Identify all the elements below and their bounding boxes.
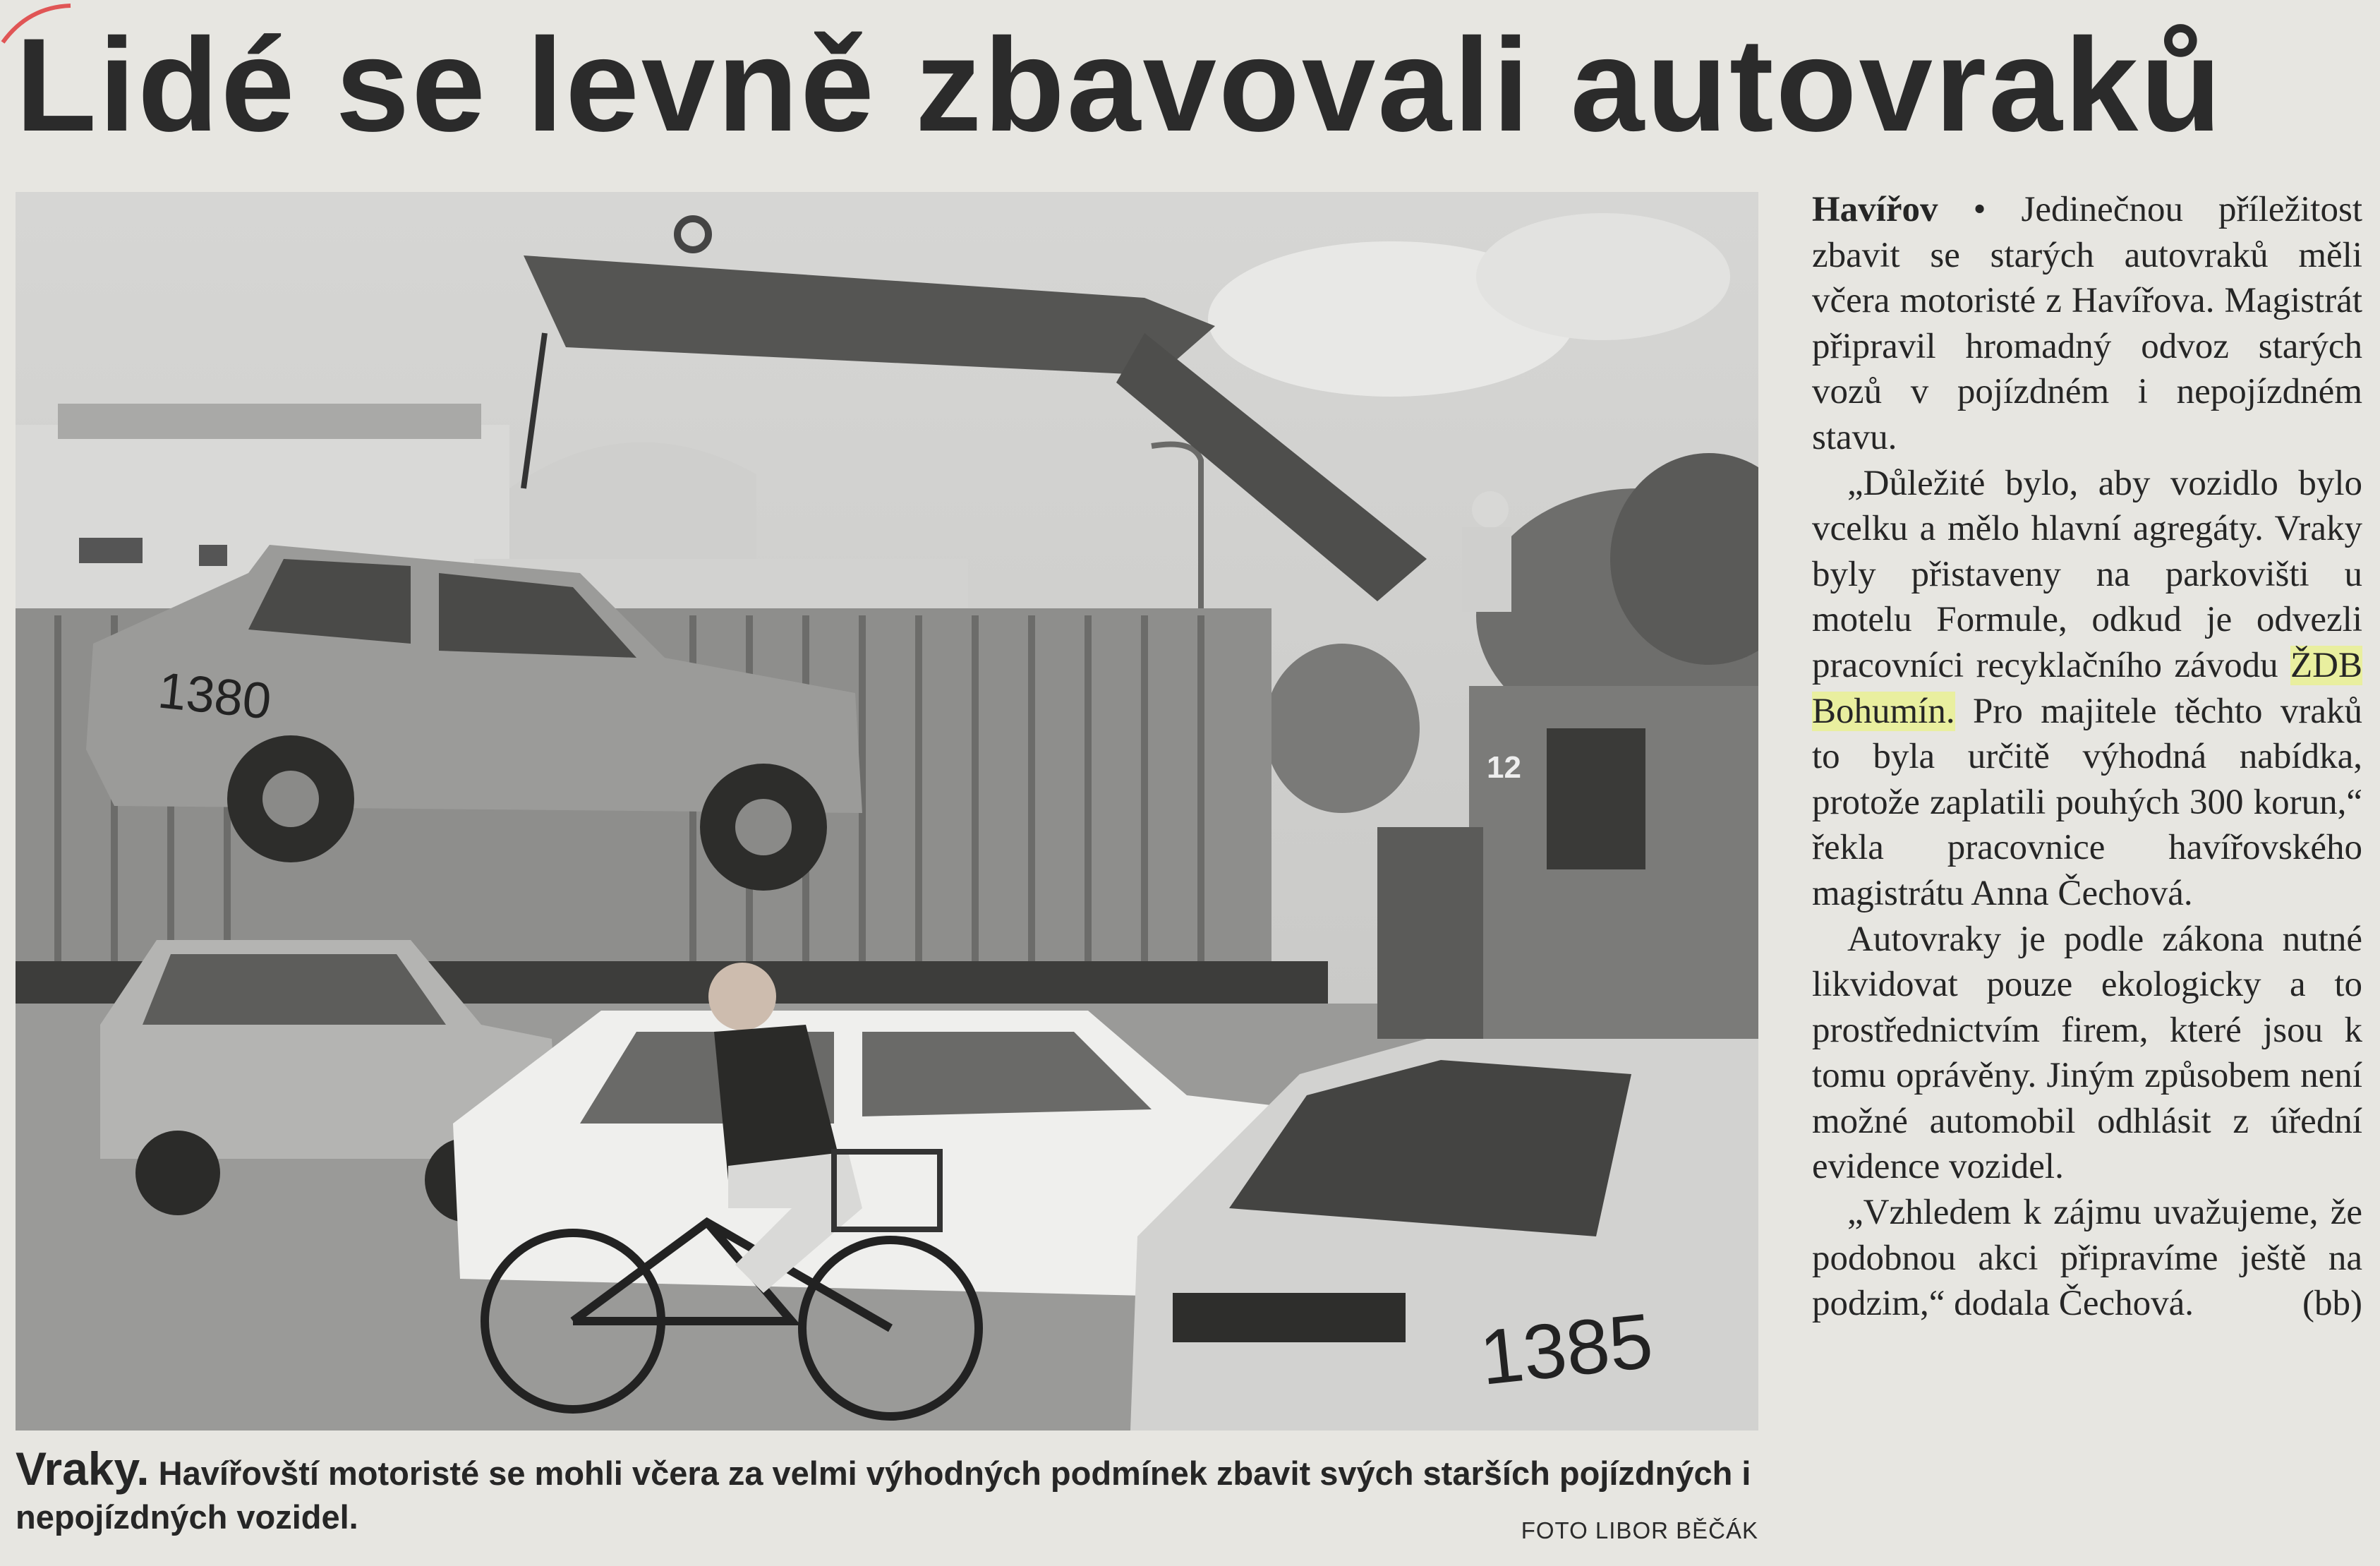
dateline-separator: • [1938, 190, 2022, 229]
truck-number: 12 [1487, 750, 1521, 785]
photo-illustration [16, 192, 1758, 1431]
news-photo [16, 192, 1758, 1431]
caption-lead: Vraky. [16, 1442, 150, 1495]
paragraph-2: „Důležité bylo, aby vozidlo bylo vcelku a mělo hlavní agregáty. Vraky byly přistaveny na parkovišti u motelu Formule, odkud je odvezli pracovníci recyklačního závodu ŽDB Bohumín. Pro majitele těchto vraků to byla určitě výhodná nabídka, protože zaplatili pouhých 300 korun,“ řekla pracovnice havířovského magistrátu Anna Čechová. [1812, 463, 2362, 913]
paragraph-3: Autovraky je podle zákona nutné likvidovat pouze ekologicky a to prostřednictvím firem, které jsou k tomu oprávěny. Jiným způsobem není možné automobil odhlásit z úřední evidence vozidel. [1812, 919, 2362, 1187]
dateline-place: Havířov [1812, 190, 1938, 229]
author-signoff: (bb) [2302, 1284, 2362, 1324]
car-marking: 1380 [155, 662, 274, 730]
paragraph-1: Havířov • Jedinečnou příležitost zbavit se starých autovraků měli včera motoristé z Havířova. Magistrát připravil hromadný odvoz starých vozů v pojízdném i nepojízdném stavu. [1812, 190, 2362, 457]
paragraph-4: „Vzhledem k zájmu uvažujeme, že podobnou akci připravíme ještě na podzim,“ dodala Čechová. (bb) [1812, 1190, 2362, 1327]
article-body [1812, 187, 2362, 1327]
photo-caption [16, 1442, 1758, 1539]
highlighted-text: ŽDB Bohumín. [1812, 645, 2362, 731]
car-marking-2: 1385 [1475, 1296, 1657, 1402]
headline: Lidé se levně zbavovali autovraků [16, 11, 2224, 159]
photo-credit: FOTO LIBOR BĚČÁK [1521, 1517, 1758, 1543]
caption-text: Havířovští motoristé se mohli včera za velmi výhodných podmínek zbavit svých starších pojízdných i nepojízdných vozidel. [16, 1454, 1751, 1536]
